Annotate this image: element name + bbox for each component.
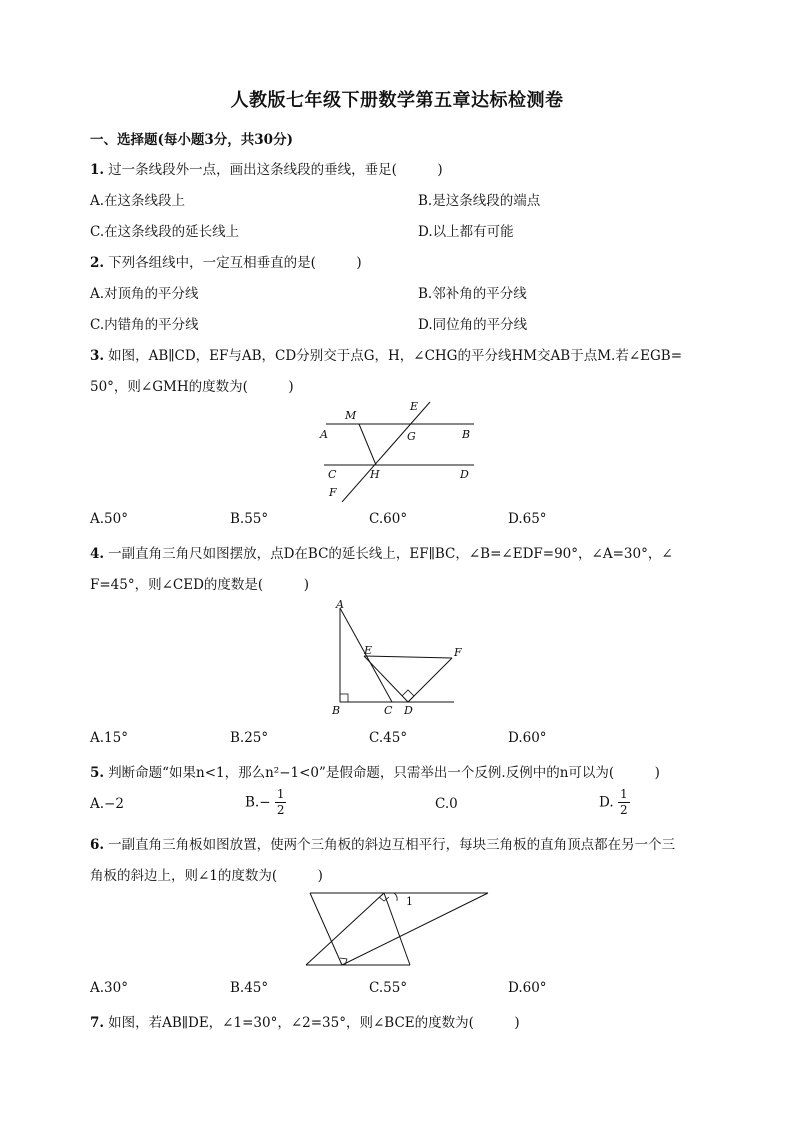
option-a: A.30° [90, 980, 128, 996]
right-angle-b [340, 694, 348, 702]
page-title: 人教版七年级下册数学第五章达标检测卷 [230, 90, 564, 111]
option-a: A.对顶角的平分线 [90, 286, 199, 302]
label-b: B [332, 704, 341, 717]
label-d: D [404, 704, 413, 717]
label-g: G [407, 430, 416, 443]
question-number: 5. [90, 765, 105, 781]
question-number: 2. [90, 255, 105, 271]
label-1: 1 [406, 895, 413, 908]
angle-1-arc [394, 893, 397, 901]
figure-q3 [316, 398, 481, 506]
label-c: C [328, 468, 337, 481]
option-a: A.50° [90, 511, 128, 527]
figure-q4 [328, 596, 468, 724]
option-b-prefix: B.− [245, 794, 271, 811]
option-b: B.是这条线段的端点 [418, 193, 541, 209]
right-angle-d [402, 690, 414, 702]
label-h: H [370, 468, 380, 481]
question-6 [90, 833, 675, 853]
question-text-line2: 50°，则∠GMH的度数为( ) [90, 379, 294, 395]
label-f: F [329, 486, 337, 499]
option-c: C.55° [369, 980, 408, 996]
label-e: E [364, 644, 373, 657]
option-c: C.0 [435, 796, 458, 812]
question-number: 4. [90, 546, 105, 562]
question-2 [90, 251, 362, 271]
option-b [245, 787, 286, 818]
label-e: E [410, 400, 419, 413]
option-a: A.15° [90, 730, 128, 746]
figure-q6 [302, 887, 494, 975]
question-text-line1: 一副直角三角尺如图摆放，点D在BC的延长线上，EF∥BC，∠B=∠EDF=90°，∠A=30°，∠ [108, 546, 673, 562]
label-m: M [345, 409, 357, 422]
label-a: A [320, 428, 328, 441]
option-a: A.在这条线段上 [90, 193, 186, 209]
option-d [599, 787, 630, 818]
question-text-line2: F=45°，则∠CED的度数是( ) [90, 577, 309, 593]
question-number: 6. [90, 837, 105, 853]
question-number: 7. [90, 1015, 105, 1031]
option-d: D.60° [508, 980, 547, 996]
question-3 [90, 344, 682, 364]
segment-ed [364, 656, 408, 702]
right-angle-top [379, 897, 389, 901]
question-text-line2: 角板的斜边上，则∠1的度数为( ) [90, 868, 323, 884]
option-d: D.以上都有可能 [418, 224, 514, 240]
denominator: 2 [619, 803, 628, 817]
segment-ef [364, 656, 452, 658]
fraction [618, 787, 630, 818]
option-c: C.内错角的平分线 [90, 317, 199, 333]
numerator: 1 [619, 787, 628, 801]
question-text: 过一条线段外一点，画出这条线段的垂线，垂足( ) [108, 162, 443, 178]
option-d: D.60° [508, 730, 547, 746]
question-7 [90, 1011, 520, 1031]
question-text-line1: 如图，AB∥CD，EF与AB，CD分别交于点G，H，∠CHG的平分线HM交AB于点M.若∠EGB= [108, 348, 683, 364]
option-d: D.65° [508, 511, 547, 527]
label-f: F [454, 646, 462, 659]
question-text: 判断命题“如果n<1，那么n²−1<0”是假命题，只需举出一个反例.反例中的n可以为( ) [108, 765, 660, 781]
question-5 [90, 761, 660, 781]
label-d: D [460, 468, 469, 481]
question-text: 如图，若AB∥DE，∠1=30°，∠2=35°，则∠BCE的度数为( ) [108, 1015, 520, 1031]
label-b: B [462, 428, 471, 441]
option-a: A.−2 [90, 796, 124, 812]
option-b: B.55° [230, 511, 269, 527]
diagonal-1 [306, 893, 384, 965]
option-c: C.60° [369, 511, 408, 527]
question-1 [90, 158, 443, 178]
option-b: B.邻补角的平分线 [418, 286, 527, 302]
diagonal-2 [342, 893, 488, 965]
question-number: 1. [90, 162, 105, 178]
option-d: D.同位角的平分线 [418, 317, 528, 333]
left-leg [310, 893, 342, 965]
question-text-line1: 一副直角三角板如图放置，使两个三角板的斜边互相平行，每块三角板的直角顶点都在另一个三 [108, 837, 676, 853]
numerator: 1 [276, 787, 285, 801]
option-b: B.45° [230, 980, 269, 996]
question-text: 下列各组线中，一定互相垂直的是( ) [108, 255, 362, 271]
option-c: C.在这条线段的延长线上 [90, 224, 240, 240]
segment-fd [408, 658, 452, 702]
option-b: B.25° [230, 730, 269, 746]
question-4 [90, 542, 673, 562]
section-heading: 一、选择题(每小题3分，共30分) [90, 132, 293, 148]
fraction [275, 787, 287, 818]
denominator: 2 [276, 803, 285, 817]
label-c: C [384, 704, 393, 717]
label-a: A [336, 598, 344, 611]
option-c: C.45° [369, 730, 408, 746]
option-d-prefix: D. [599, 794, 614, 811]
question-number: 3. [90, 348, 105, 364]
line-hm [359, 424, 376, 465]
